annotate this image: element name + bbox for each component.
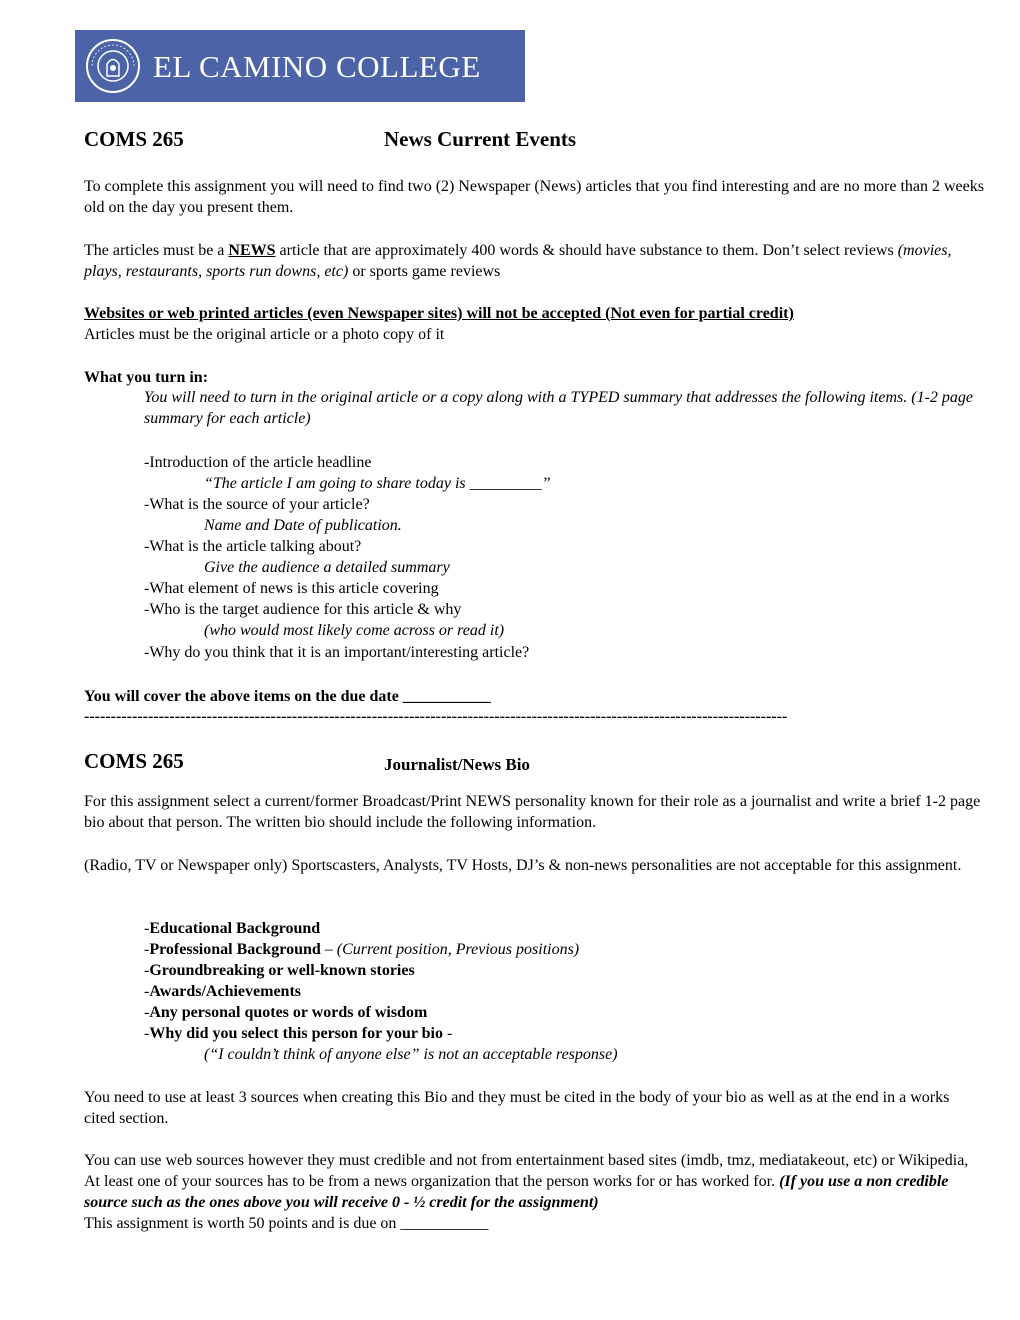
list-item: -What is the source of your article?: [144, 496, 370, 513]
bio-item: -Groundbreaking or well-known stories: [144, 962, 415, 979]
bio-item: -Awards/Achievements: [144, 983, 302, 1000]
list-item: -What element of news is this article covering: [144, 580, 439, 597]
section2-restriction: (Radio, TV or Newspaper only) Sportscasters, Analysts, TV Hosts, DJ’s & non-news personalities are not acceptable for this assignment.: [84, 857, 962, 874]
list-item-detail: Name and Date of publication.: [204, 517, 402, 534]
web-sources-paragraph: You can use web sources however they must credible and not from entertainment based sites (imdb, tmz, mediatakeout, etc) or Wikipedia, At least one of your sources has to be from a news organization that the person works for or has worked for. (If you use a non credible source such as the ones above you will receive 0 - ½ credit for the assignment): [84, 1152, 969, 1211]
articles-rule: Articles must be the original article or a photo copy of it: [84, 326, 445, 343]
section1-course: COMS 265: [84, 127, 184, 151]
websites-rule: Websites or web printed articles (even Newspaper sites) will not be accepted (Not even for partial credit): [84, 305, 794, 322]
p2-part-a: The articles must be a: [84, 242, 229, 259]
separator-line: ------------------------------------------------------------------------------------------------------------------------------------: [84, 708, 788, 725]
bio-item: -Any personal quotes or words of wisdom: [144, 1004, 428, 1021]
worth-line: This assignment is worth 50 points and is due on ___________: [84, 1215, 489, 1232]
list-item: -What is the article talking about?: [144, 538, 362, 555]
bio-item: -Educational Background: [144, 920, 321, 937]
turn-in-heading: What you turn in:: [84, 369, 209, 386]
credit-warning: (If you use a non credible source such as the ones above you will receive 0 - ½ credit for the assignment): [84, 1173, 949, 1211]
list-item-detail: “The article I am going to share today is _________”: [204, 475, 551, 492]
list-item: -Who is the target audience for this article & why: [144, 601, 462, 618]
bio-item: -Professional Background – (Current position, Previous positions): [144, 941, 580, 958]
section2-title: Journalist/News Bio: [384, 755, 530, 774]
sources-paragraph: You need to use at least 3 sources when creating this Bio and they must be cited in the body of your bio as well as at the end in a works cited section.: [84, 1089, 950, 1127]
college-logo: [75, 30, 525, 102]
turn-in-text: You will need to turn in the original article or a copy along with a TYPED summary that addresses the following items. (1-2 page summary for each article): [144, 389, 974, 427]
p2-news-emphasis: NEWS: [228, 242, 276, 259]
p2-italic: (movies, plays, restaurants, sports run downs, etc): [84, 242, 952, 280]
list-item: -Why do you think that it is an important/interesting article?: [144, 644, 530, 661]
bio-item-note: (“I couldn’t think of anyone else” is not an acceptable response): [204, 1046, 618, 1063]
section1-news-paragraph: [84, 240, 984, 282]
college-name: EL CAMINO COLLEGE: [153, 48, 481, 84]
section2-intro: For this assignment select a current/former Broadcast/Print NEWS personality known for their role as a journalist and write a brief 1-2 page bio about that person. The written bio should include the following information.: [84, 793, 981, 831]
section1-intro: To complete this assignment you will need to find two (2) Newspaper (News) articles that you find interesting and are no more than 2 weeks old on the day you present them.: [84, 178, 984, 216]
list-item-detail: Give the audience a detailed summary: [204, 559, 450, 576]
p2-part-c: or sports game reviews: [348, 263, 501, 280]
bio-item: -Why did you select this person for your bio -: [144, 1025, 453, 1042]
p2-part-b: article that are approximately 400 words & should have substance to them. Don’t select reviews: [275, 242, 898, 259]
list-item: -Introduction of the article headline: [144, 454, 372, 471]
due-date-line: You will cover the above items on the due date ___________: [84, 688, 491, 705]
section2-course: COMS 265: [84, 749, 184, 773]
college-seal-icon: [85, 38, 141, 94]
list-item-detail: (who would most likely come across or read it): [204, 622, 505, 639]
section1-title: News Current Events: [384, 127, 577, 151]
